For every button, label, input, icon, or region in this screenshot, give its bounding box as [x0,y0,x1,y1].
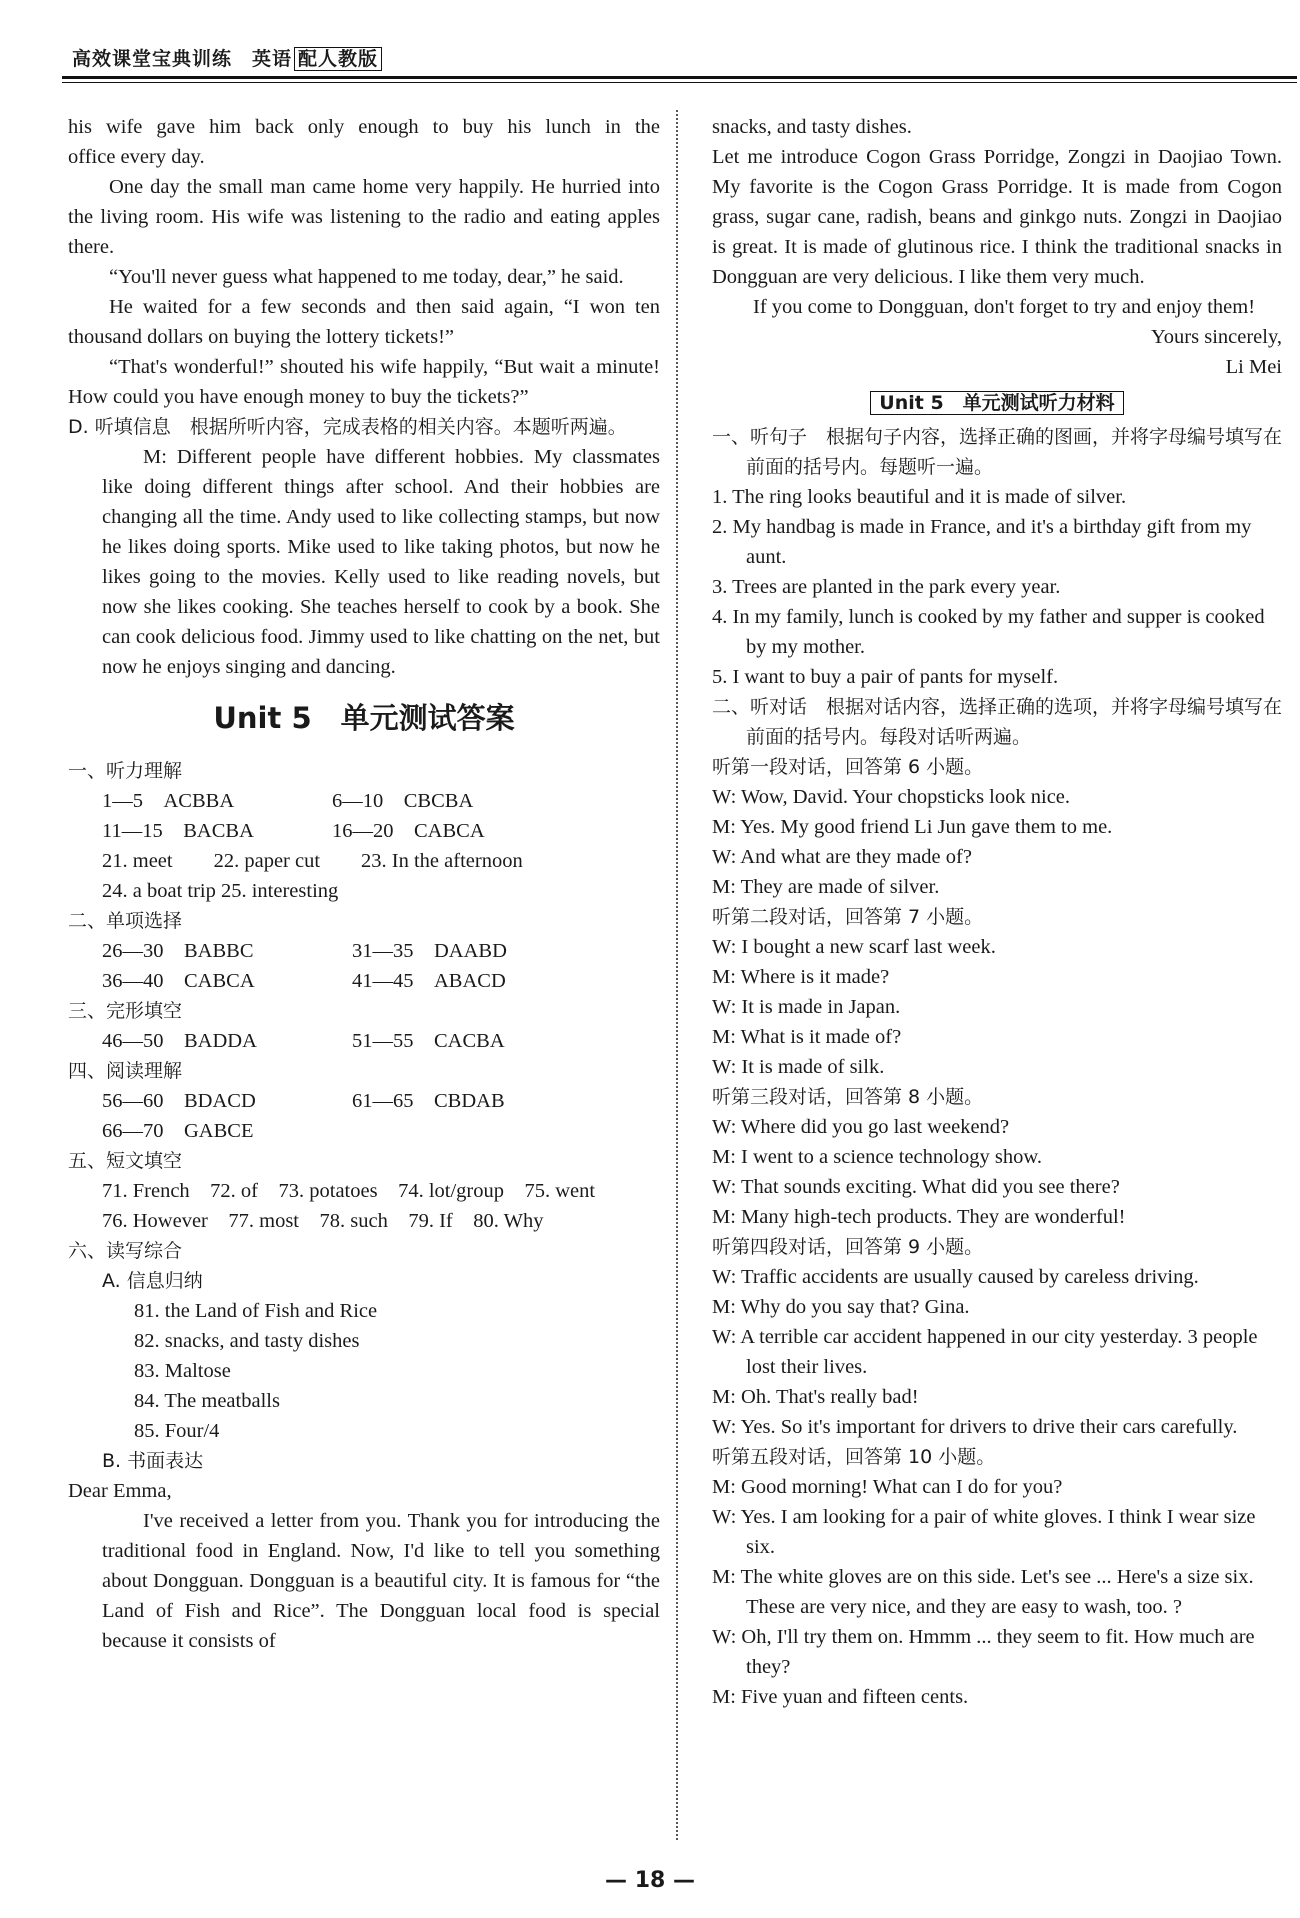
answer-row: 24. a boat trip 25. interesting [102,880,339,902]
dialogue-line: W: Yes. So it's important for drivers to drive their cars carefully. [712,1416,1238,1438]
page-number: — 18 — [605,1868,695,1893]
dialogue-line: M: What is it made of? [712,1026,902,1048]
dialogue-line: M: Where is it made? [712,966,890,988]
dialogue-line: M: Why do you say that? Gina. [712,1296,970,1318]
letter-paragraph: Let me introduce Cogon Grass Porridge, Zongzi in Daojiao Town. My favorite is the Cogon Grass Porridge. It is made from Cogon grass, sugar cane, radish, beans and ginkgo nuts. Zongzi in Daojiao is great. It is made of glutinous rice. I think the traditional snacks in Dongguan are very delicious. I like them very much. [712,146,1282,288]
materials-title: Unit 5 单元测试听力材料 [712,388,1282,418]
sentence-item: 5. I want to buy a pair of pants for myself. [712,666,1059,688]
header-rule-thin [62,82,1297,83]
answer-item: 81. the Land of Fish and Rice [134,1300,378,1322]
answer-block [68,1086,660,1146]
answer-row: 56—60 BDACD 61—65 CBDAB [102,1090,505,1112]
answers-title: Unit 5 单元测试答案 [213,701,515,735]
column-divider [676,110,678,1840]
dialogue-line: M: I went to a science technology show. [712,1146,1043,1168]
page-header [62,40,1297,80]
right-column [712,112,1282,1712]
letter-paragraph: I've received a letter from you. Thank you for introducing the traditional food in England. Now, I'd like to tell you something about Dongguan. Dongguan is a beautiful city. It is famous for “the Land of Fish and Rice”. The Dongguan local food is special because it consists of [102,1510,660,1652]
dialogue-line: W: A terrible car accident happened in our city yesterday. 3 people lost their lives. [712,1326,1258,1378]
answer-row: 76. However 77. most 78. such 79. If 80. Why [102,1210,544,1232]
answer-row: 11—15 BACBA 16—20 CABCA [102,820,485,842]
dialogue-line: W: That sounds exciting. What did you see there? [712,1176,1120,1198]
header-title: 高效课堂宝典训练 英语 配人教版 [72,44,382,71]
story-line: his wife gave him back only enough to buy his lunch in the [68,116,660,138]
header-rule [62,76,1297,79]
edition-badge: 配人教版 [294,47,382,71]
sentence-item: 1. The ring looks beautiful and it is made of silver. [712,486,1127,508]
answer-item: 83. Maltose [134,1360,231,1382]
section-heading: 一、听句子 根据句子内容，选择正确的图画，并将字母编号填写在前面的括号内。每题听一遍。 [712,426,1283,478]
answer-row: 26—30 BABBC 31—35 DAABD [102,940,507,962]
answer-block [68,936,660,996]
dialogue-line: M: Five yuan and fifteen cents. [712,1686,969,1708]
sentence-item: 2. My handbag is made in France, and it's a birthday gift from my aunt. [712,516,1252,568]
letter-paragraph: If you come to Dongguan, don't forget to try and enjoy them! [753,296,1256,318]
section-d-text: M: Different people have different hobbies. My classmates like doing different things after school. And their hobbies are changing all the time. Andy used to like collecting stamps, but now he likes doing sports. Mike used to like taking photos, but now he likes going to the movies. Kelly used to like reading novels, but now she likes cooking. She teaches herself to cook by a book. She can cook delicious food. Jimmy used to like chatting on the net, but now he enjoys singing and dancing. [102,446,660,678]
answer-section-heading: 六、读写综合 [68,1240,183,1262]
dialogue-line: W: I bought a new scarf last week. [712,936,996,958]
left-column [68,112,660,1656]
dialogue-intro: 听第二段对话，回答第 7 小题。 [712,906,984,928]
sentence-item: 3. Trees are planted in the park every year. [712,576,1061,598]
answer-row: 36—40 CABCA 41—45 ABACD [102,970,506,992]
sentence-item: 4. In my family, lunch is cooked by my father and supper is cooked by my mother. [712,606,1265,658]
answer-section-heading: 五、短文填空 [68,1150,183,1172]
dialogue-line: M: Oh. That's really bad! [712,1386,919,1408]
dialogue-line: W: Yes. I am looking for a pair of white gloves. I think I wear size six. [712,1506,1256,1558]
dialogue-line: W: Wow, David. Your chopsticks look nice. [712,786,1071,808]
dialogue-line: W: Oh, I'll try them on. Hmmm ... they seem to fit. How much are they? [712,1626,1255,1678]
dialogue-line: M: The white gloves are on this side. Let's see ... Here's a size six. These are very nice, and they are easy to wash, too. ? [712,1566,1254,1618]
dialogue-intro: 听第五段对话，回答第 10 小题。 [712,1446,996,1468]
section-heading: 二、听对话 根据对话内容，选择正确的选项，并将字母编号填写在前面的括号内。每段对话听两遍。 [712,696,1283,748]
answer-block [68,1296,660,1446]
dialogue-intro: 听第一段对话，回答第 6 小题。 [712,756,984,778]
dialogue-line: M: Good morning! What can I do for you? [712,1476,1063,1498]
section-d-heading: D. 听填信息 根据所听内容，完成表格的相关内容。本题听两遍。 [68,416,627,438]
dialogue-line: W: It is made of silk. [712,1056,885,1078]
letter-continuation: snacks, and tasty dishes. [712,116,912,138]
dialogue-line: W: Traffic accidents are usually caused by careless driving. [712,1266,1199,1288]
answer-row: 71. French 72. of 73. potatoes 74. lot/group 75. went [102,1180,596,1202]
answer-block [68,1176,660,1236]
story-paragraph: “That's wonderful!” shouted his wife happily, “But wait a minute! How could you have enough money to buy the tickets?” [68,356,660,408]
subsection-heading: B. 书面表达 [102,1450,204,1472]
answer-section-heading: 四、阅读理解 [68,1060,183,1082]
answer-row: 66—70 GABCE [102,1120,254,1142]
dialogue-line: W: And what are they made of? [712,846,972,868]
answer-block [68,1026,660,1056]
dialogue-line: M: Many high-tech products. They are wonderful! [712,1206,1126,1228]
dialogue-line: M: Yes. My good friend Li Jun gave them to me. [712,816,1113,838]
story-paragraph: One day the small man came home very happily. He hurried into the living room. His wife was listening to the radio and eating apples there. [68,176,660,258]
answer-row: 21. meet 22. paper cut 23. In the afternoon [102,850,523,872]
answer-item: 84. The meatballs [134,1390,280,1412]
answer-section-heading: 一、听力理解 [68,760,183,782]
answer-block [68,786,660,906]
sentence-list [712,482,1282,692]
answer-item: 82. snacks, and tasty dishes [134,1330,360,1352]
story-paragraph: “You'll never guess what happened to me today, dear,” he said. [109,266,624,288]
answer-section-heading: 三、完形填空 [68,1000,183,1022]
answer-row: 46—50 BADDA 51—55 CACBA [102,1030,505,1052]
dialogue-intro: 听第四段对话，回答第 9 小题。 [712,1236,984,1258]
letter-greeting: Dear Emma, [68,1480,172,1502]
story-paragraph: He waited for a few seconds and then said again, “I won ten thousand dollars on buying the lottery tickets!” [68,296,660,348]
story-line: office every day. [68,146,205,168]
answer-section-heading: 二、单项选择 [68,910,183,932]
dialogue-line: W: Where did you go last weekend? [712,1116,1010,1138]
letter-signature: Li Mei [1225,356,1282,378]
dialogue-intro: 听第三段对话，回答第 8 小题。 [712,1086,984,1108]
subsection-heading: A. 信息归纳 [102,1270,203,1292]
answer-item: 85. Four/4 [134,1420,220,1442]
dialogue-line: M: They are made of silver. [712,876,940,898]
answer-row: 1—5 ACBBA 6—10 CBCBA [102,790,474,812]
dialogue-line: W: It is made in Japan. [712,996,901,1018]
letter-closing: Yours sincerely, [1151,326,1282,348]
